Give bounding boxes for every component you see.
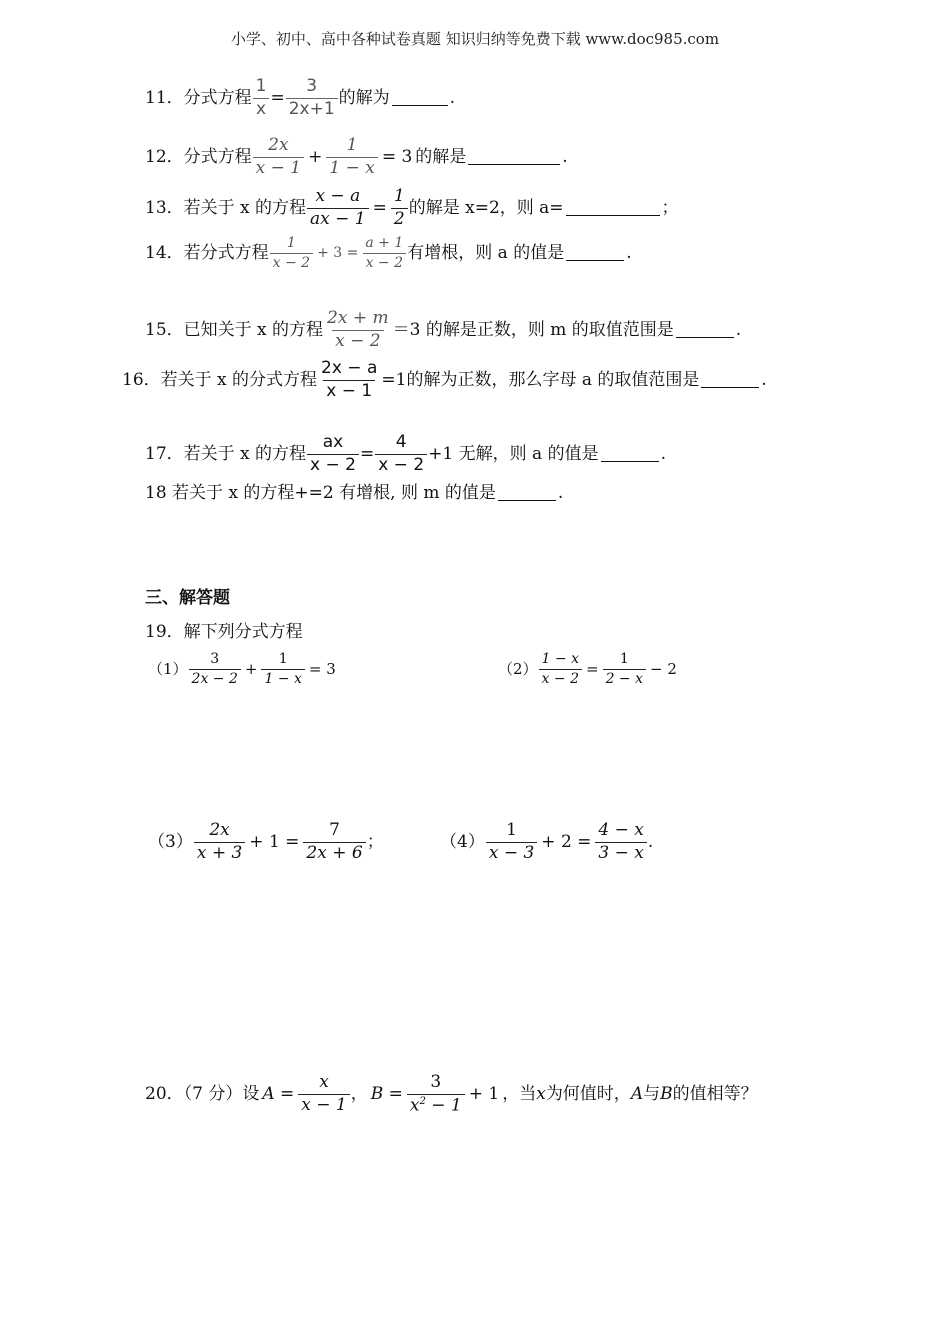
- q12-f2-denominator: 1 − x: [326, 157, 377, 178]
- q19-p4-f1-denominator: x − 3: [486, 842, 537, 863]
- q19-p2-rhs: − 2: [650, 659, 677, 678]
- q19-p4-f2-denominator: 3 − x: [595, 842, 646, 863]
- q20-b-tail: + 1: [468, 1084, 500, 1105]
- q20-ask: 为何值时，: [545, 1084, 631, 1105]
- q12-f1-denominator: x − 1: [253, 157, 304, 178]
- q18-answer-blank[interactable]: [498, 486, 556, 501]
- q20-b-fraction: [407, 1074, 465, 1115]
- q20-b-numerator: 3: [430, 1072, 442, 1092]
- q16-answer-blank[interactable]: [701, 373, 759, 388]
- q18-end: .: [557, 483, 564, 503]
- q19-p3-middle: + 1 =: [249, 831, 300, 852]
- q16-fraction-1: [318, 360, 380, 401]
- q20-variable-a: A: [630, 1084, 644, 1105]
- q19-p1-fraction-2: [261, 652, 304, 686]
- q13-equals: =: [372, 197, 387, 218]
- q17-prefix: 17．若关于 x 的方程: [145, 443, 307, 464]
- question-15: [145, 310, 741, 351]
- q17-f2-denominator: x − 2: [375, 454, 427, 475]
- q13-fraction-1: [307, 188, 369, 229]
- q19-part-3: [148, 822, 384, 863]
- q14-fraction-2: [362, 236, 406, 270]
- q20-comma: ，: [350, 1084, 368, 1105]
- q20-a-lhs: A =: [262, 1084, 295, 1105]
- q11-f2-numerator: 3: [306, 76, 318, 96]
- q16-f1-numerator: 2x − a: [321, 358, 378, 378]
- q19-p1-plus: +: [244, 659, 258, 678]
- q15-fraction-1: [324, 310, 392, 351]
- q13-f2-numerator: 1: [393, 186, 405, 206]
- q17-equals: =: [359, 443, 375, 464]
- q19-p4-f1-numerator: 1: [506, 820, 517, 840]
- q19-p1-fraction-1: [189, 652, 241, 686]
- q12-f1-numerator: 2x: [268, 135, 289, 155]
- q19-title: 19．解下列分式方程: [145, 622, 303, 642]
- q19-p3-f1-denominator: x + 3: [194, 842, 245, 863]
- q19-p3-f2-numerator: 7: [329, 820, 340, 840]
- q14-fraction-1: [270, 236, 313, 270]
- q20-with: 与: [643, 1084, 661, 1105]
- q20-when: ，当: [502, 1084, 537, 1105]
- q19-p3-end: ；: [366, 831, 384, 852]
- q16-end: .: [761, 369, 767, 390]
- q20-variable-x: x: [536, 1084, 546, 1105]
- q19-part-2: [498, 652, 680, 686]
- question-18: [145, 485, 563, 502]
- q15-end: .: [735, 319, 742, 340]
- q12-suffix: 的解是: [415, 146, 467, 167]
- q20-prefix: 20．（7 分）设: [145, 1084, 260, 1105]
- q19-p2-fraction-2: [603, 652, 646, 686]
- q11-end: .: [449, 87, 456, 108]
- q14-middle: + 3 =: [317, 245, 359, 262]
- q19-p4-end: .: [647, 831, 654, 852]
- question-17: [145, 434, 666, 475]
- page-header: 小学、初中、高中各种试卷真题 知识归纳等免费下载 www.doc985.com: [230, 30, 720, 48]
- q19-p4-fraction-2: [595, 822, 646, 863]
- q20-b-den-tail: − 1: [425, 1095, 462, 1116]
- q14-f2-numerator: a + 1: [365, 235, 404, 251]
- q12-answer-blank[interactable]: [468, 150, 560, 165]
- question-13: [145, 188, 679, 229]
- q11-f1-denominator: x: [253, 98, 269, 119]
- q12-fraction-2: [326, 137, 377, 178]
- q20-b-lhs: B =: [370, 1084, 403, 1105]
- q20-b-den-base: x: [409, 1095, 420, 1116]
- q19-p2-f2-numerator: 1: [619, 651, 629, 667]
- question-20: [145, 1074, 758, 1115]
- q19-p1-f1-numerator: 3: [210, 651, 220, 667]
- q15-prefix: 15．已知关于 x 的方程: [145, 319, 324, 340]
- q19-p2-fraction-1: [539, 652, 582, 686]
- question-16: [122, 360, 767, 401]
- q12-rhs: = 3: [381, 146, 413, 167]
- q19-p2-f2-denominator: 2 − x: [603, 669, 646, 687]
- q19-p3-f2-denominator: 2x + 6: [303, 842, 365, 863]
- q11-suffix: 的解为: [338, 87, 390, 108]
- q17-suffix: +1 无解，则 a 的值是: [428, 443, 599, 464]
- q13-end: ；: [661, 197, 679, 218]
- q13-fraction-2: [391, 188, 408, 229]
- q20-a-fraction: [298, 1074, 349, 1115]
- q12-f2-numerator: 1: [346, 135, 358, 155]
- q13-f1-denominator: ax − 1: [307, 208, 369, 229]
- q14-answer-blank[interactable]: [566, 246, 624, 261]
- q17-f1-numerator: ax: [322, 432, 344, 452]
- question-11: [145, 78, 455, 119]
- q17-f1-denominator: x − 2: [307, 454, 359, 475]
- q14-suffix: 有增根，则 a 的值是: [407, 242, 565, 263]
- q20-a-denominator: x − 1: [298, 1094, 349, 1115]
- q15-f1-denominator: x − 2: [332, 330, 383, 351]
- q12-end: .: [562, 146, 568, 167]
- q15-answer-blank[interactable]: [676, 323, 734, 338]
- q19-p1-label: （1）: [148, 659, 188, 678]
- q19-p1-f2-denominator: 1 − x: [261, 669, 304, 687]
- q11-equals: =: [270, 87, 285, 108]
- q19-p3-fraction-1: [194, 822, 245, 863]
- q15-f1-numerator: 2x + m: [327, 308, 389, 328]
- q11-fraction-2: [286, 78, 338, 119]
- q19-p1-f2-numerator: 1: [278, 651, 288, 667]
- q17-answer-blank[interactable]: [601, 447, 659, 462]
- q19-p3-fraction-2: [303, 822, 365, 863]
- q16-f1-denominator: x − 1: [323, 380, 375, 401]
- q20-a-numerator: x: [319, 1072, 329, 1093]
- q11-answer-blank[interactable]: [392, 91, 448, 106]
- q19-p4-f2-numerator: 4 − x: [598, 820, 644, 840]
- q19-p4-middle: + 2 =: [541, 831, 592, 852]
- q14-end: .: [626, 242, 632, 263]
- q19-p2-equals: =: [585, 659, 599, 678]
- q19-p4-label: （4）: [440, 831, 485, 852]
- section-3-title: 三、解答题: [145, 588, 230, 608]
- q14-f2-denominator: x − 2: [363, 253, 406, 271]
- q19-p1-f1-denominator: 2x − 2: [189, 669, 241, 687]
- q11-f1-numerator: 1: [255, 76, 267, 96]
- q16-prefix: 16．若关于 x 的分式方程: [122, 369, 318, 390]
- q13-f2-denominator: 2: [391, 208, 408, 229]
- question-12: [145, 137, 568, 178]
- q13-f1-numerator: x − a: [315, 186, 361, 206]
- q18-text: 18 若关于 x 的方程+=2 有增根, 则 m 的值是: [145, 483, 496, 503]
- q11-prefix: 11．分式方程: [145, 87, 252, 108]
- q19-p2-label: （2）: [498, 659, 538, 678]
- q12-prefix: 12．分式方程: [145, 146, 252, 167]
- q11-f2-denominator: 2x+1: [286, 98, 338, 119]
- q19-p2-f1-denominator: x − 2: [539, 669, 582, 687]
- q17-end: .: [660, 443, 666, 464]
- q13-suffix: 的解是 x=2，则 a=: [408, 197, 564, 218]
- q13-prefix: 13．若关于 x 的方程: [145, 197, 307, 218]
- question-14: [145, 236, 632, 270]
- q11-fraction-1: [253, 78, 270, 119]
- q20-b-den-exponent: 2: [419, 1095, 426, 1107]
- q19-p3-label: （3）: [148, 831, 193, 852]
- q19-p4-fraction-1: [486, 822, 537, 863]
- q15-suffix: ＝3 的解是正数，则 m 的取值范围是: [392, 319, 674, 340]
- q20-variable-b: B: [660, 1084, 673, 1105]
- q19-p1-rhs: = 3: [308, 659, 336, 678]
- q13-answer-blank[interactable]: [566, 201, 660, 216]
- q19-part-1: [148, 652, 339, 686]
- q17-fraction-1: [307, 434, 359, 475]
- q17-fraction-2: [375, 434, 427, 475]
- q20-equal: 的值相等？: [672, 1084, 758, 1105]
- q16-suffix: =1的解为正数，那么字母 a 的取值范围是: [381, 369, 700, 390]
- q12-plus: +: [308, 146, 323, 167]
- q19-p3-f1-numerator: 2x: [209, 820, 230, 840]
- q14-f1-numerator: 1: [286, 235, 296, 251]
- q19-p2-f1-numerator: 1 − x: [541, 651, 579, 667]
- q17-f2-numerator: 4: [395, 432, 407, 452]
- q20-b-denominator: [407, 1094, 465, 1116]
- q12-fraction-1: [253, 137, 304, 178]
- q14-prefix: 14．若分式方程: [145, 242, 269, 263]
- q19-part-4: [440, 822, 653, 863]
- q14-f1-denominator: x − 2: [270, 253, 313, 271]
